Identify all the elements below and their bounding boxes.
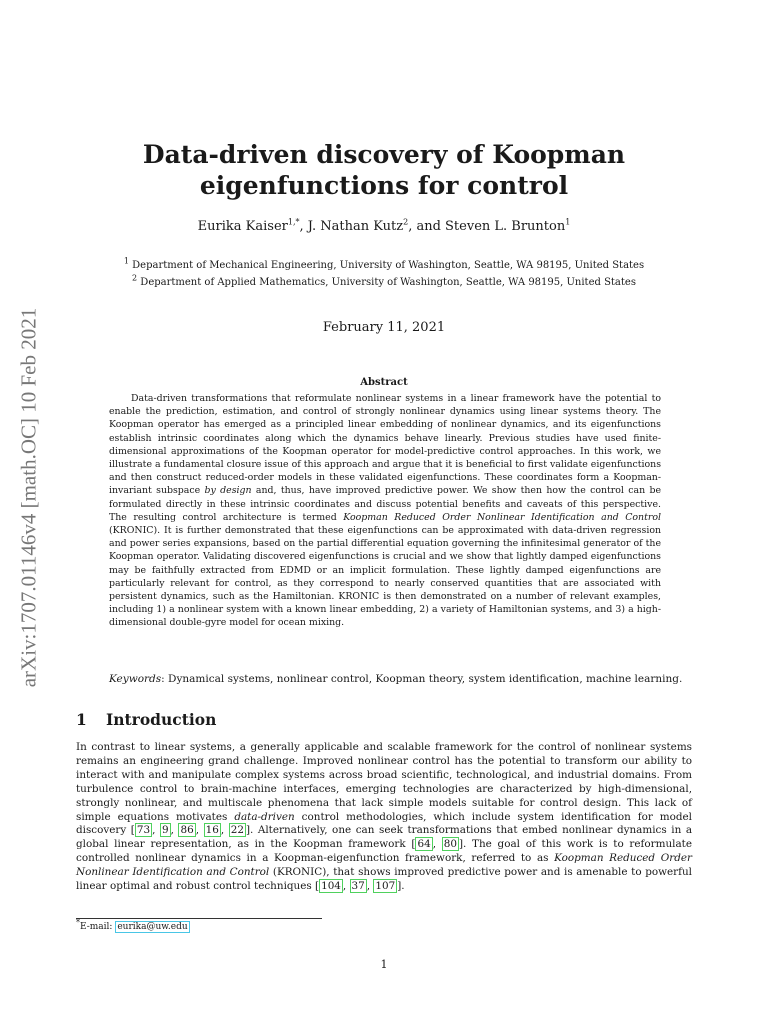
citation-link[interactable]: 104 — [321, 880, 341, 893]
publication-date: February 11, 2021 — [322, 320, 446, 335]
author-mark: 1,* — [287, 217, 300, 227]
author-name: Steven L. Brunton — [445, 219, 566, 234]
citation-link[interactable]: 73 — [136, 824, 151, 837]
citation-link[interactable]: 22 — [230, 824, 244, 837]
abstract-body — [109, 392, 661, 630]
keywords-line: Keywords: Dynamical systems, nonlinear control, Koopman theory, system identification, machine learning. — [109, 673, 683, 685]
affiliation-text: Department of Applied Mathematics, University of Washington, Seattle, WA 98195, United States — [140, 277, 636, 288]
footnote-label: E-mail: — [80, 922, 113, 932]
citation-link[interactable]: 64 — [417, 838, 431, 851]
author-mark: 1 — [565, 217, 571, 227]
citation-link[interactable]: 37 — [351, 880, 365, 893]
keywords-text: Dynamical systems, nonlinear control, Koopman theory, system identification, machine learning. — [168, 673, 683, 685]
citation-link[interactable]: 9 — [161, 824, 169, 837]
intro-text: In contrast to linear systems, a generally applicable and scalable framework for the control of nonlinear systems remains an engineering grand challenge. Improved nonlinear control has the potential to transform our ability to interact with and manipulate complex systems across broad scientific, technological, and industrial domains. From turbulence control to brain-machine interfaces, emerging technologies are characterized by high-dimensional, strongly nonlinear, and multiscale phenomena that lack simple models suitable for control design. This lack of simple equations motivates — [76, 741, 692, 823]
affiliation-mark: 2 — [132, 273, 138, 283]
author-name: Eurika Kaiser — [197, 219, 288, 234]
abstract-text: and, thus, have improved predictive power. We show then how the control can be formulated directly in these intrinsic coordinates and discuss potential benefits and caveats of this perspective. The resulting control architecture is termed — [109, 485, 662, 523]
citation-link[interactable]: 80 — [443, 838, 457, 851]
section-number: 1 — [76, 710, 87, 729]
abstract-text: (KRONIC). It is further demonstrated that these eigenfunctions can be approximated with data-driven regression and power series expansions, based on the partial differential equation governing the infinitesimal generator of the Koopman operator. Validating discovered eigenfunctions is crucial and we show that lightly damped eigenfunctions may be faithfully extracted from EDMD or an implicit formulation. These lightly damped eigenfunctions are particularly relevant for control, as they correspond to nearly conserved quantities that are associated with persistent dynamics, such as the Hamiltonian. KRONIC is then demonstrated on a number of relevant examples, including 1) a nonlinear system with a known linear embedding, 2) a variety of Hamiltonian systems, and 3) a high-dimensional double-gyre model for ocean mixing. — [109, 525, 661, 629]
citation-link[interactable]: 86 — [180, 824, 194, 837]
arxiv-id-text: arXiv:1707.01146v4 [math.OC] 10 Feb 2021 — [16, 307, 41, 687]
abstract-text: Data-driven transformations that reformulate nonlinear systems in a linear framework have the potential to enable the prediction, estimation, and control of strongly nonlinear dynamics using linear systems theory. The Koopman operator has emerged as a principled linear embedding of nonlinear dynamics, and its eigenfunctions establish intrinsic coordinates along which the dynamics behave linearly. Previous studies have used finite-dimensional approximations of the Koopman operator for model-predictive control approaches. In this work, we illustrate a fundamental closure issue of this approach and argue that it is beneficial to first validate eigenfunctions and then construct reduced-order models in these validated eigenfunctions. These coordinates form a Koopman-invariant subspace — [109, 393, 661, 497]
intro-text: control methodologies, which include system identification for model discovery — [76, 810, 692, 837]
footnote-rule — [76, 918, 322, 919]
footnote-mark: * — [76, 918, 80, 927]
affiliation-mark: 1 — [123, 256, 129, 266]
author-mark: 2 — [403, 217, 409, 227]
abstract-emphasis: by design — [204, 485, 252, 497]
author-list: Eurika Kaiser$^{1,*}$, J. Nathan Kutz$^2$, and Steven L. Brunton$^1$ — [197, 217, 571, 234]
intro-text: The goal of this work is to reformulate controlled nonlinear dynamics in a Koopman-eigenfunction framework, referred to as — [76, 838, 693, 865]
intro-emphasis: data-driven — [234, 810, 295, 823]
page-number: 1 — [380, 958, 388, 971]
keywords-label: Keywords — [109, 673, 162, 685]
citation-link[interactable]: 107 — [375, 880, 396, 893]
affiliation-1 — [100, 256, 668, 273]
abstract-heading: Abstract — [360, 377, 408, 388]
affiliation-text: Department of Mechanical Engineering, University of Washington, Seattle, WA 98195, United States — [132, 260, 645, 271]
introduction-paragraph: In contrast to linear systems, a generally applicable and scalable framework for the control of nonlinear systems remains an engineering grand challenge. Improved nonlinear control has the potential to transform our ability to interact with and manipulate complex systems across broad scientific, technological, and industrial domains. From turbulence control to brain-machine interfaces, emerging technologies are characterized by high-dimensional, strongly nonlinear, and multiscale phenomena that lack simple models suitable for control design. This lack of simple equations motivates data-driven control methodologies, which include system identification for model discovery [ 73 , 9 , 86 , 16 , 22 ]. Alternatively, one can seek transformations that embed nonlinear dynamics in a global linear representation, as in the Koopman framework [ 64 , 80 ]. The goal of this work is to reformulate controlled nonlinear dynamics in a Koopman-eigenfunction framework, referred to as Koopman Reduced Order Nonlinear Identification and Control (KRONIC), that shows improved predictive power and is amenable to powerful linear optimal and robust control techniques [ 104 , 37 , 107 ]. — [76, 741, 693, 893]
citation-link[interactable]: 16 — [205, 824, 219, 837]
section-title: Introduction — [106, 710, 217, 729]
author-name: J. Nathan Kutz — [307, 219, 404, 234]
intro-text: (KRONIC), that shows improved predictive power and is amenable to powerful linear optimal and robust control techniques — [76, 866, 692, 893]
intro-text: Alternatively, one can seek transformations that embed nonlinear dynamics in a global linear representation, as in the Koopman framework — [76, 824, 693, 851]
footnote — [76, 918, 190, 933]
kronic-name: Koopman Reduced Order Nonlinear Identification and Control — [76, 852, 692, 879]
paper-title: Data-driven discovery of Koopman eigenfunctions for control — [142, 140, 626, 200]
affiliation-2 — [100, 273, 668, 290]
kronic-name: Koopman Reduced Order Nonlinear Identification and Control — [343, 511, 661, 523]
section-heading — [76, 710, 216, 729]
email-link[interactable]: eurika@uw.edu — [117, 922, 188, 932]
arxiv-identifier-stamp — [4, 257, 54, 737]
